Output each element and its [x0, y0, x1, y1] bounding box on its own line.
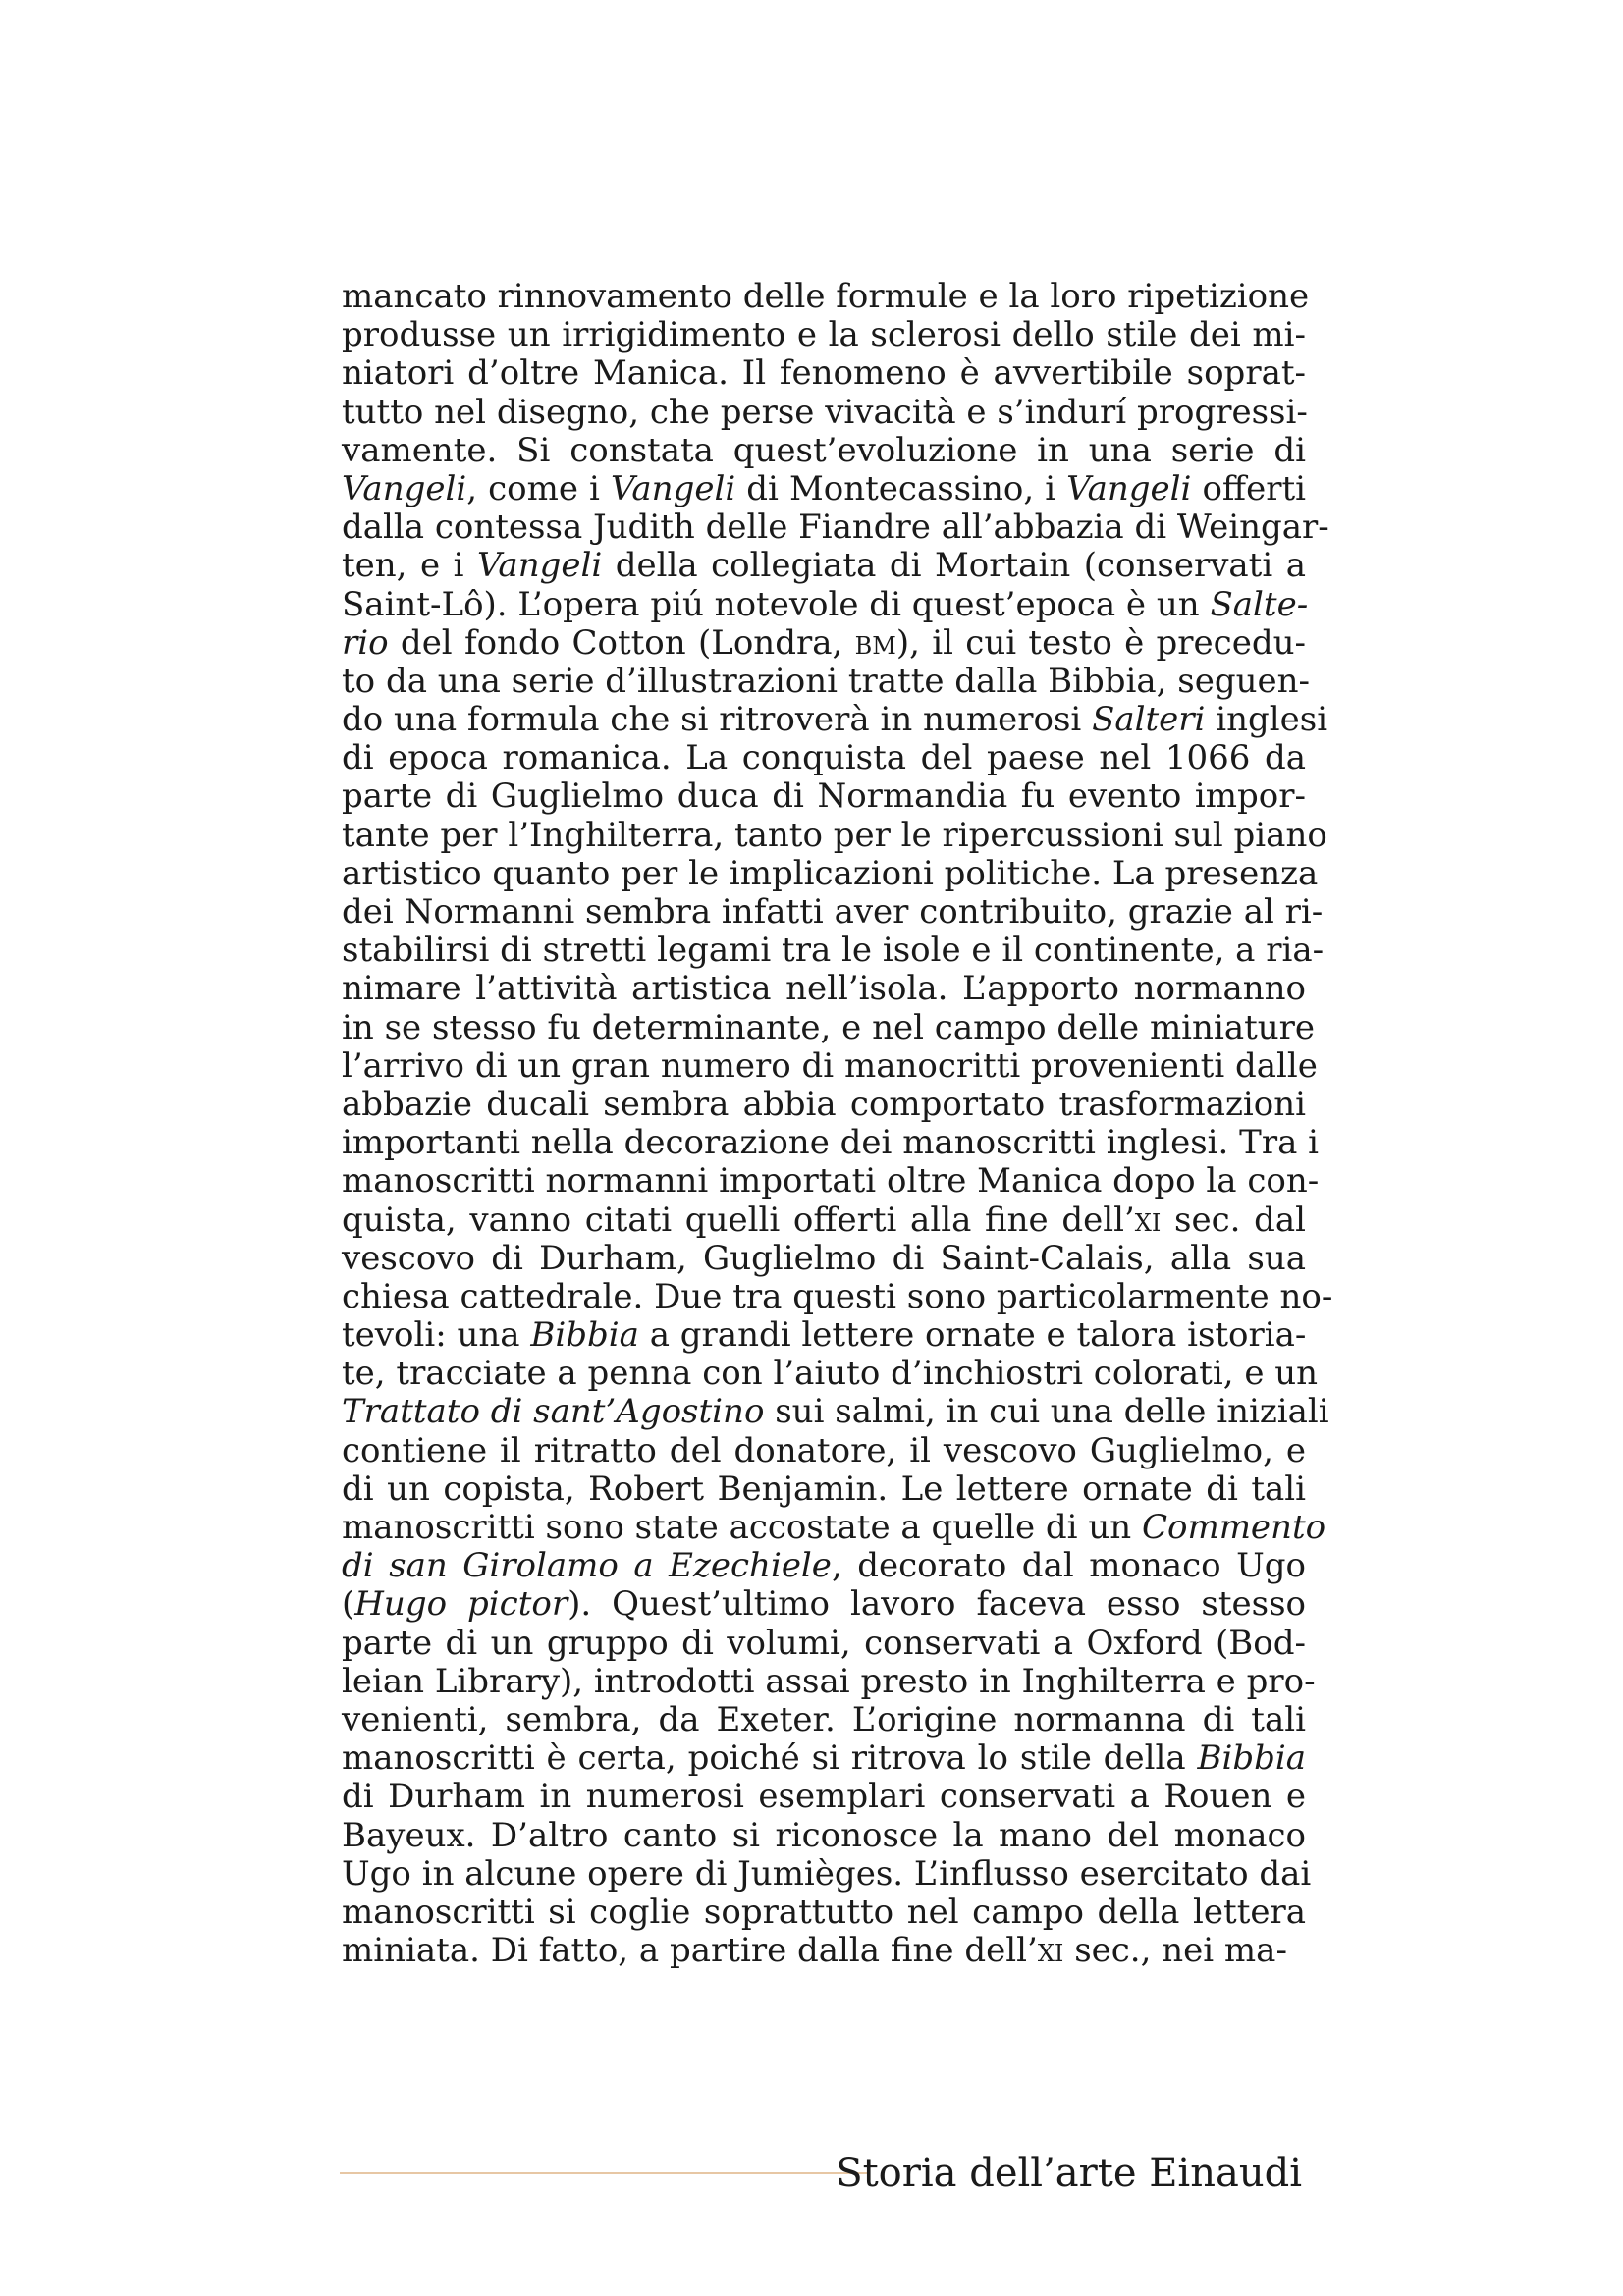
text-run: parte di Guglielmo duca di Normandia fu evento impor- [342, 776, 1306, 817]
text-line [342, 1276, 1333, 1316]
text-run: di Durham in numerosi esemplari conservati a Rouen e [342, 1777, 1306, 1817]
text-line [342, 700, 1328, 740]
italic-title: Commento [1141, 1508, 1326, 1547]
text-line [342, 277, 1310, 316]
italic-title: Salte- [1210, 584, 1309, 624]
small-caps-abbr: bm [854, 622, 896, 663]
text-line [342, 777, 1306, 816]
text-line [342, 1392, 1329, 1432]
text-run: Ugo in alcune opere di Jumièges. L’influsso esercitato dai [342, 1853, 1312, 1894]
text-line [342, 1201, 1306, 1240]
text-line [342, 892, 1324, 932]
text-line [342, 1894, 1306, 1932]
text-run: , come i [466, 468, 611, 508]
text-line [342, 970, 1306, 1008]
italic-title: di san Girolamo a Ezechiele [342, 1546, 832, 1586]
footer-title: Storia dell’arte Einaudi [836, 2151, 1302, 2196]
text-run: a grandi lettere ornate e talora istoria- [638, 1315, 1307, 1356]
text-run: manoscritti normanni importati oltre Manica dopo la con- [342, 1161, 1320, 1201]
text-run: di un copista, Robert Benjamin. Le lettere ornate di tali [342, 1468, 1306, 1509]
text-line [342, 1625, 1306, 1663]
text-run: nimare l’attività artistica nell’isola. L’apporto normanno [342, 969, 1306, 1009]
text-line [342, 1161, 1320, 1201]
text-run: venienti, sembra, da Exeter. L’origine normanna di tali [342, 1699, 1306, 1739]
text-run: tutto nel disegno, che perse vivacità e s’indurí progressi- [342, 392, 1308, 432]
text-run: l’arrivo di un gran numero di manocritti provenienti dalle [342, 1045, 1318, 1086]
text-run: della collegiata di Mortain (conservati a [602, 546, 1306, 586]
text-line [342, 584, 1309, 624]
text-line [342, 1086, 1306, 1124]
text-run: manoscritti si coglie soprattutto nel campo della lettera [342, 1892, 1306, 1932]
text-run: to da una serie d’illustrazioni tratte dalla Bibbia, seguen- [342, 661, 1311, 701]
text-run: dei Normanni sembra infatti aver contribuito, grazie al ri- [342, 892, 1324, 932]
text-line [342, 354, 1306, 393]
italic-title: Salteri [1092, 700, 1206, 740]
text-line [342, 1853, 1312, 1894]
italic-title: Vangeli [476, 546, 603, 586]
italic-title: Bibbia [1197, 1738, 1306, 1779]
text-run: sui salmi, in cui una delle iniziali [764, 1392, 1329, 1432]
text-line [342, 1432, 1306, 1470]
text-run: di epoca romanica. La conquista del paese nel 1066 da [342, 738, 1306, 778]
italic-title: Trattato di sant’Agostino [342, 1392, 765, 1432]
text-run: abbazie ducali sembra abbia comportato trasformazioni [342, 1084, 1306, 1124]
text-run: inglesi [1205, 700, 1328, 740]
text-run: artistico quanto per le implicazioni politiche. La presenza [342, 853, 1319, 893]
text-line [342, 624, 1306, 663]
text-run: Bayeux. D’altro canto si riconosce la mano del monaco [342, 1815, 1306, 1855]
text-line [342, 1701, 1306, 1739]
text-line [342, 1007, 1316, 1047]
text-run: stabilirsi di stretti legami tra le isole e il continente, a ria- [342, 931, 1325, 971]
text-run: importanti nella decorazione dei manoscritti inglesi. Tra i [342, 1123, 1320, 1163]
text-run: vamente. Si constata quest’evoluzione in una serie di [342, 430, 1306, 470]
footer-rule [340, 2172, 868, 2174]
text-run: ), il cui testo è precedu- [895, 622, 1306, 663]
italic-title: Vangeli [610, 468, 736, 508]
text-run: ten, e i [342, 546, 477, 586]
text-run: mancato rinnovamento delle formule e la loro ripetizione [342, 277, 1310, 316]
text-run: sec. dal [1161, 1200, 1306, 1240]
text-run: tevoli: una [342, 1315, 531, 1356]
italic-title: Bibbia [530, 1315, 639, 1356]
text-line [342, 432, 1306, 470]
text-run: produsse un irrigidimento e la sclerosi dello stile dei mi- [342, 315, 1306, 355]
text-line [342, 1045, 1318, 1086]
text-line [342, 547, 1306, 585]
text-run: miniata. Di fatto, a partire dalla fine dell’ [342, 1931, 1038, 1971]
text-run: te, tracciate a penna con l’aiuto d’inchiostri colorati, e un [342, 1354, 1319, 1394]
text-run: chiesa cattedrale. Due tra questi sono particolarmente no- [342, 1276, 1333, 1316]
text-line [342, 1661, 1316, 1701]
text-line [342, 1123, 1320, 1163]
text-line [342, 661, 1311, 701]
italic-title: rio [342, 622, 389, 663]
text-run: in se stesso fu determinante, e nel campo delle miniature [342, 1007, 1316, 1047]
text-line [342, 931, 1325, 971]
text-run: , decorato dal monaco Ugo [831, 1546, 1306, 1586]
italic-title: Hugo pictor [354, 1584, 568, 1625]
text-line [342, 853, 1319, 893]
text-line [342, 1932, 1306, 1970]
text-run: niatori d’oltre Manica. Il fenomeno è avvertibile soprat- [342, 353, 1306, 394]
body-text [342, 277, 1333, 1971]
text-line [342, 739, 1306, 777]
text-line [342, 1817, 1306, 1855]
text-run: contiene il ritratto del donatore, il vescovo Guglielmo, e [342, 1430, 1306, 1470]
text-run: vescovo di Durham, Guglielmo di Saint-Calais, alla sua [342, 1238, 1306, 1278]
text-line [342, 1547, 1306, 1585]
text-line [342, 394, 1306, 432]
small-caps-abbr: xi [1134, 1200, 1162, 1240]
text-line [342, 507, 1329, 548]
text-run: Saint-Lô). L’opera piú notevole di quest’epoca è un [342, 584, 1211, 624]
text-run: sec., nei ma- [1063, 1931, 1287, 1971]
text-line [342, 1240, 1306, 1278]
text-run: dalla contessa Judith delle Fiandre all’abbazia di Weingar- [342, 507, 1329, 548]
text-line [342, 1354, 1319, 1394]
text-line [342, 1778, 1306, 1816]
text-run: leian Library), introdotti assai presto in Inghilterra e pro- [342, 1661, 1316, 1701]
text-line [342, 470, 1306, 508]
text-line [342, 1739, 1306, 1778]
text-run: offerti [1191, 468, 1306, 508]
text-run: parte di un gruppo di volumi, conservati a Oxford (Bod- [342, 1623, 1306, 1663]
text-run: di Montecassino, i [735, 468, 1067, 508]
text-run: del fondo Cotton (Londra, [388, 622, 855, 663]
text-run: manoscritti sono state accostate a quelle di un [342, 1508, 1142, 1547]
text-run: tante per l’Inghilterra, tanto per le ripercussioni sul piano [342, 815, 1327, 855]
text-line [342, 1508, 1326, 1547]
text-line [342, 815, 1327, 855]
text-run: ( [342, 1584, 355, 1625]
text-run: manoscritti è certa, poiché si ritrova lo stile della [342, 1738, 1198, 1779]
text-run: ). Quest’ultimo lavoro faceva esso stesso [568, 1584, 1306, 1625]
text-line [342, 316, 1306, 354]
text-run: quista, vanno citati quelli offerti alla fine dell’ [342, 1200, 1135, 1240]
text-line [342, 1316, 1306, 1355]
italic-title: Vangeli [1066, 468, 1192, 508]
small-caps-abbr: xi [1037, 1931, 1064, 1971]
text-line [342, 1585, 1306, 1624]
text-line [342, 1470, 1306, 1509]
text-run: do una formula che si ritroverà in numerosi [342, 700, 1093, 740]
italic-title: Vangeli [342, 468, 467, 508]
